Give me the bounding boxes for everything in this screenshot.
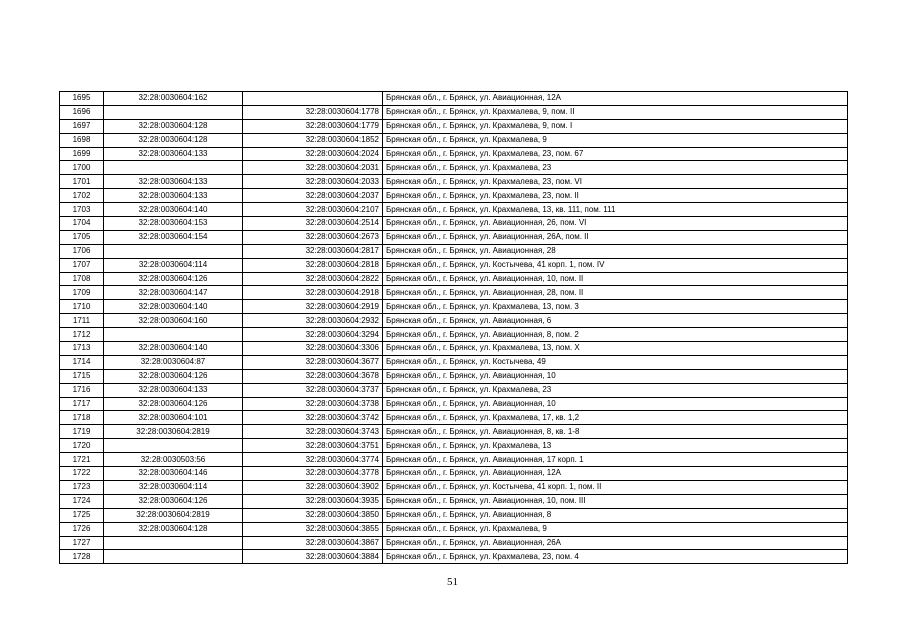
address-cell: Брянская обл., г. Брянск, ул. Крахмалева, 23, пом. 67 xyxy=(383,147,848,161)
address-cell: Брянская обл., г. Брянск, ул. Авиационная, 10 xyxy=(383,397,848,411)
table-row xyxy=(60,272,848,286)
address-cell: Брянская обл., г. Брянск, ул. Крахмалева, 17, кв. 1,2 xyxy=(383,411,848,425)
building-cadastral-number-cell: 32:28:0030604:2031 xyxy=(243,161,383,175)
property-table xyxy=(59,91,848,564)
land-cadastral-number-cell: 32:28:0030604:128 xyxy=(104,522,243,536)
land-cadastral-number-cell xyxy=(104,105,243,119)
row-number-cell: 1726 xyxy=(60,522,104,536)
row-number-cell: 1708 xyxy=(60,272,104,286)
table-row xyxy=(60,480,848,494)
row-number-cell: 1722 xyxy=(60,467,104,481)
address-cell: Брянская обл., г. Брянск, ул. Крахмалева, 9 xyxy=(383,522,848,536)
land-cadastral-number-cell: 32:28:0030604:153 xyxy=(104,217,243,231)
address-cell: Брянская обл., г. Брянск, ул. Авиационная, 6 xyxy=(383,314,848,328)
row-number-cell: 1712 xyxy=(60,328,104,342)
land-cadastral-number-cell: 32:28:0030604:114 xyxy=(104,258,243,272)
land-cadastral-number-cell xyxy=(104,328,243,342)
row-number-cell: 1711 xyxy=(60,314,104,328)
land-cadastral-number-cell xyxy=(104,161,243,175)
address-cell: Брянская обл., г. Брянск, ул. Крахмалева, 13, пом. 3 xyxy=(383,300,848,314)
land-cadastral-number-cell: 32:28:0030604:126 xyxy=(104,369,243,383)
building-cadastral-number-cell: 32:28:0030604:3867 xyxy=(243,536,383,550)
row-number-cell: 1728 xyxy=(60,550,104,564)
table-row xyxy=(60,217,848,231)
row-number-cell: 1705 xyxy=(60,230,104,244)
table-row xyxy=(60,300,848,314)
row-number-cell: 1709 xyxy=(60,286,104,300)
row-number-cell: 1699 xyxy=(60,147,104,161)
land-cadastral-number-cell: 32:28:0030604:133 xyxy=(104,383,243,397)
building-cadastral-number-cell: 32:28:0030604:2037 xyxy=(243,189,383,203)
address-cell: Брянская обл., г. Брянск, ул. Крахмалева, 23, пом. II xyxy=(383,189,848,203)
table-row xyxy=(60,383,848,397)
building-cadastral-number-cell: 32:28:0030604:2918 xyxy=(243,286,383,300)
land-cadastral-number-cell: 32:28:0030604:140 xyxy=(104,342,243,356)
building-cadastral-number-cell: 32:28:0030604:1779 xyxy=(243,119,383,133)
row-number-cell: 1723 xyxy=(60,480,104,494)
land-cadastral-number-cell: 32:28:0030604:133 xyxy=(104,189,243,203)
row-number-cell: 1698 xyxy=(60,133,104,147)
table-row xyxy=(60,189,848,203)
table-row xyxy=(60,203,848,217)
land-cadastral-number-cell: 32:28:0030604:146 xyxy=(104,467,243,481)
building-cadastral-number-cell: 32:28:0030604:2818 xyxy=(243,258,383,272)
building-cadastral-number-cell: 32:28:0030604:2024 xyxy=(243,147,383,161)
table-row xyxy=(60,425,848,439)
building-cadastral-number-cell: 32:28:0030604:3742 xyxy=(243,411,383,425)
land-cadastral-number-cell xyxy=(104,244,243,258)
building-cadastral-number-cell: 32:28:0030604:2932 xyxy=(243,314,383,328)
table-row xyxy=(60,550,848,564)
land-cadastral-number-cell: 32:28:0030604:162 xyxy=(104,92,243,106)
table-row xyxy=(60,92,848,106)
building-cadastral-number-cell: 32:28:0030604:2514 xyxy=(243,217,383,231)
address-cell: Брянская обл., г. Брянск, ул. Авиационная, 12А xyxy=(383,92,848,106)
row-number-cell: 1715 xyxy=(60,369,104,383)
row-number-cell: 1704 xyxy=(60,217,104,231)
table-row xyxy=(60,355,848,369)
row-number-cell: 1703 xyxy=(60,203,104,217)
table-row xyxy=(60,119,848,133)
building-cadastral-number-cell: 32:28:0030604:1852 xyxy=(243,133,383,147)
address-cell: Брянская обл., г. Брянск, ул. Авиационная, 28, пом. II xyxy=(383,286,848,300)
table-row xyxy=(60,397,848,411)
row-number-cell: 1713 xyxy=(60,342,104,356)
land-cadastral-number-cell: 32:28:0030604:133 xyxy=(104,147,243,161)
building-cadastral-number-cell: 32:28:0030604:3855 xyxy=(243,522,383,536)
address-cell: Брянская обл., г. Брянск, ул. Авиационная, 10, пом. III xyxy=(383,494,848,508)
table-row xyxy=(60,244,848,258)
row-number-cell: 1718 xyxy=(60,411,104,425)
row-number-cell: 1700 xyxy=(60,161,104,175)
table-row xyxy=(60,105,848,119)
building-cadastral-number-cell xyxy=(243,92,383,106)
row-number-cell: 1702 xyxy=(60,189,104,203)
row-number-cell: 1706 xyxy=(60,244,104,258)
table-row xyxy=(60,133,848,147)
land-cadastral-number-cell: 32:28:0030503:56 xyxy=(104,453,243,467)
table-body xyxy=(60,92,848,564)
land-cadastral-number-cell: 32:28:0030604:140 xyxy=(104,300,243,314)
row-number-cell: 1717 xyxy=(60,397,104,411)
address-cell: Брянская обл., г. Брянск, ул. Крахмалева, 23 xyxy=(383,161,848,175)
table-row xyxy=(60,314,848,328)
land-cadastral-number-cell: 32:28:0030604:160 xyxy=(104,314,243,328)
land-cadastral-number-cell xyxy=(104,550,243,564)
address-cell: Брянская обл., г. Брянск, ул. Крахмалева, 23, пом. VI xyxy=(383,175,848,189)
land-cadastral-number-cell: 32:28:0030604:128 xyxy=(104,119,243,133)
address-cell: Брянская обл., г. Брянск, ул. Авиационная, 26А xyxy=(383,536,848,550)
table-row xyxy=(60,369,848,383)
building-cadastral-number-cell: 32:28:0030604:3902 xyxy=(243,480,383,494)
address-cell: Брянская обл., г. Брянск, ул. Костычева, 49 xyxy=(383,355,848,369)
building-cadastral-number-cell: 32:28:0030604:3738 xyxy=(243,397,383,411)
land-cadastral-number-cell: 32:28:0030604:133 xyxy=(104,175,243,189)
address-cell: Брянская обл., г. Брянск, ул. Авиационная, 8 xyxy=(383,508,848,522)
row-number-cell: 1725 xyxy=(60,508,104,522)
table-row xyxy=(60,508,848,522)
land-cadastral-number-cell: 32:28:0030604:101 xyxy=(104,411,243,425)
address-cell: Брянская обл., г. Брянск, ул. Крахмалева, 13 xyxy=(383,439,848,453)
row-number-cell: 1714 xyxy=(60,355,104,369)
building-cadastral-number-cell: 32:28:0030604:3850 xyxy=(243,508,383,522)
address-cell: Брянская обл., г. Брянск, ул. Авиационная, 26А, пом. II xyxy=(383,230,848,244)
table-row xyxy=(60,467,848,481)
building-cadastral-number-cell: 32:28:0030604:3774 xyxy=(243,453,383,467)
address-cell: Брянская обл., г. Брянск, ул. Крахмалева, 23 xyxy=(383,383,848,397)
table-row xyxy=(60,411,848,425)
row-number-cell: 1719 xyxy=(60,425,104,439)
row-number-cell: 1697 xyxy=(60,119,104,133)
address-cell: Брянская обл., г. Брянск, ул. Авиационная, 8, кв. 1-8 xyxy=(383,425,848,439)
row-number-cell: 1721 xyxy=(60,453,104,467)
address-cell: Брянская обл., г. Брянск, ул. Крахмалева, 13, кв. 111, пом. 111 xyxy=(383,203,848,217)
land-cadastral-number-cell xyxy=(104,439,243,453)
building-cadastral-number-cell: 32:28:0030604:3294 xyxy=(243,328,383,342)
building-cadastral-number-cell: 32:28:0030604:2107 xyxy=(243,203,383,217)
address-cell: Брянская обл., г. Брянск, ул. Крахмалева, 23, пом. 4 xyxy=(383,550,848,564)
table-row xyxy=(60,258,848,272)
land-cadastral-number-cell: 32:28:0030604:126 xyxy=(104,494,243,508)
building-cadastral-number-cell: 32:28:0030604:3306 xyxy=(243,342,383,356)
table-row xyxy=(60,161,848,175)
address-cell: Брянская обл., г. Брянск, ул. Крахмалева, 9 xyxy=(383,133,848,147)
address-cell: Брянская обл., г. Брянск, ул. Крахмалева, 9, пом. II xyxy=(383,105,848,119)
building-cadastral-number-cell: 32:28:0030604:3778 xyxy=(243,467,383,481)
building-cadastral-number-cell: 32:28:0030604:3751 xyxy=(243,439,383,453)
building-cadastral-number-cell: 32:28:0030604:2822 xyxy=(243,272,383,286)
building-cadastral-number-cell: 32:28:0030604:3677 xyxy=(243,355,383,369)
building-cadastral-number-cell: 32:28:0030604:3737 xyxy=(243,383,383,397)
land-cadastral-number-cell: 32:28:0030604:114 xyxy=(104,480,243,494)
table-row xyxy=(60,147,848,161)
row-number-cell: 1695 xyxy=(60,92,104,106)
land-cadastral-number-cell: 32:28:0030604:128 xyxy=(104,133,243,147)
table-row xyxy=(60,230,848,244)
building-cadastral-number-cell: 32:28:0030604:3884 xyxy=(243,550,383,564)
address-cell: Брянская обл., г. Брянск, ул. Авиационная, 17 корп. 1 xyxy=(383,453,848,467)
address-cell: Брянская обл., г. Брянск, ул. Костычева, 41 корп. 1, пом. II xyxy=(383,480,848,494)
row-number-cell: 1720 xyxy=(60,439,104,453)
land-cadastral-number-cell: 32:28:0030604:126 xyxy=(104,272,243,286)
land-cadastral-number-cell: 32:28:0030604:2819 xyxy=(104,508,243,522)
table-row xyxy=(60,175,848,189)
row-number-cell: 1716 xyxy=(60,383,104,397)
land-cadastral-number-cell: 32:28:0030604:2819 xyxy=(104,425,243,439)
address-cell: Брянская обл., г. Брянск, ул. Крахмалева, 9, пом. I xyxy=(383,119,848,133)
land-cadastral-number-cell: 32:28:0030604:154 xyxy=(104,230,243,244)
row-number-cell: 1701 xyxy=(60,175,104,189)
address-cell: Брянская обл., г. Брянск, ул. Авиационная, 28 xyxy=(383,244,848,258)
address-cell: Брянская обл., г. Брянск, ул. Авиационная, 8, пом. 2 xyxy=(383,328,848,342)
table-row xyxy=(60,439,848,453)
page-number: 51 xyxy=(447,576,458,588)
building-cadastral-number-cell: 32:28:0030604:3678 xyxy=(243,369,383,383)
table-row xyxy=(60,286,848,300)
address-cell: Брянская обл., г. Брянск, ул. Авиационная, 26, пом. VI xyxy=(383,217,848,231)
land-cadastral-number-cell: 32:28:0030604:147 xyxy=(104,286,243,300)
row-number-cell: 1707 xyxy=(60,258,104,272)
building-cadastral-number-cell: 32:28:0030604:2673 xyxy=(243,230,383,244)
address-cell: Брянская обл., г. Брянск, ул. Авиационная, 10, пом. II xyxy=(383,272,848,286)
building-cadastral-number-cell: 32:28:0030604:2919 xyxy=(243,300,383,314)
land-cadastral-number-cell: 32:28:0030604:87 xyxy=(104,355,243,369)
building-cadastral-number-cell: 32:28:0030604:3935 xyxy=(243,494,383,508)
address-cell: Брянская обл., г. Брянск, ул. Костычева, 41 корп. 1, пом. IV xyxy=(383,258,848,272)
building-cadastral-number-cell: 32:28:0030604:3743 xyxy=(243,425,383,439)
address-cell: Брянская обл., г. Брянск, ул. Авиационная, 12А xyxy=(383,467,848,481)
table-row xyxy=(60,328,848,342)
building-cadastral-number-cell: 32:28:0030604:2033 xyxy=(243,175,383,189)
table-row xyxy=(60,494,848,508)
table-row xyxy=(60,522,848,536)
land-cadastral-number-cell: 32:28:0030604:140 xyxy=(104,203,243,217)
row-number-cell: 1724 xyxy=(60,494,104,508)
row-number-cell: 1727 xyxy=(60,536,104,550)
row-number-cell: 1710 xyxy=(60,300,104,314)
land-cadastral-number-cell: 32:28:0030604:126 xyxy=(104,397,243,411)
table-row xyxy=(60,453,848,467)
table-row xyxy=(60,536,848,550)
table-row xyxy=(60,342,848,356)
land-cadastral-number-cell xyxy=(104,536,243,550)
building-cadastral-number-cell: 32:28:0030604:2817 xyxy=(243,244,383,258)
row-number-cell: 1696 xyxy=(60,105,104,119)
address-cell: Брянская обл., г. Брянск, ул. Крахмалева, 13, пом. X xyxy=(383,342,848,356)
address-cell: Брянская обл., г. Брянск, ул. Авиационная, 10 xyxy=(383,369,848,383)
building-cadastral-number-cell: 32:28:0030604:1778 xyxy=(243,105,383,119)
